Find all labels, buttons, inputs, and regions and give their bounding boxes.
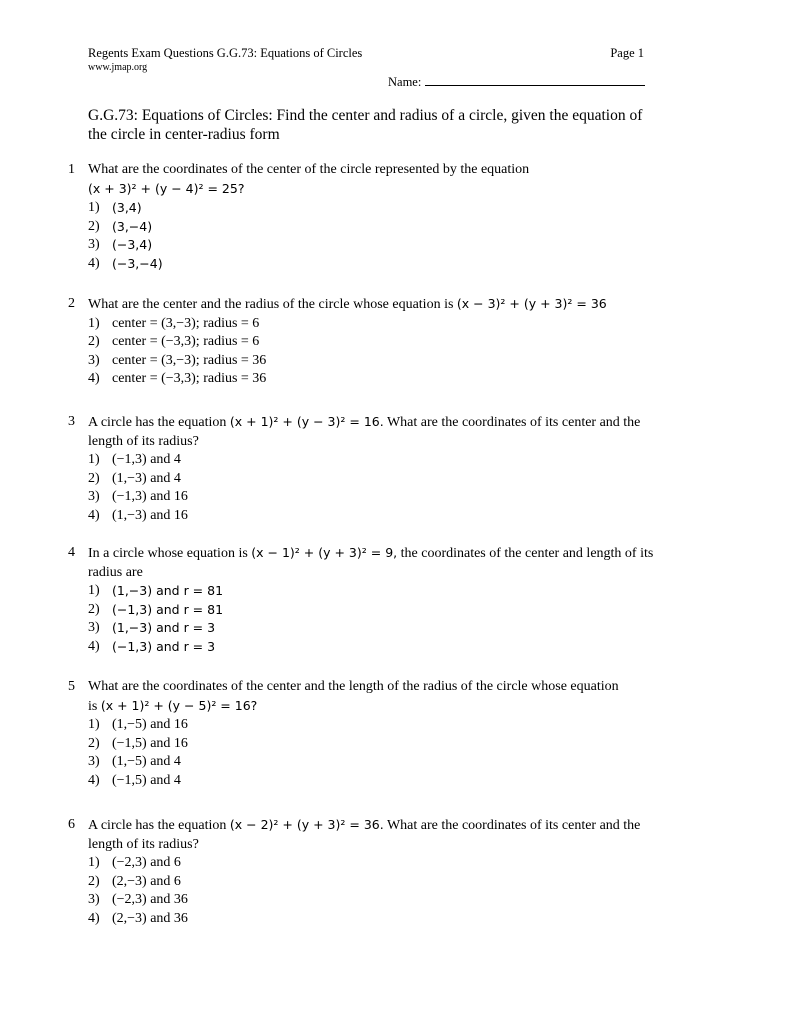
question-1: [68, 161, 668, 274]
option-number: 1): [88, 717, 100, 733]
option-text: (3,4): [112, 200, 142, 216]
option-number: 3): [88, 489, 100, 505]
option: [88, 638, 668, 657]
option-text: center = (−3,3); radius = 36: [112, 371, 267, 387]
option-text: (1,−5) and 16: [112, 717, 188, 733]
equation: (x − 3)² + (y + 3)² = 36: [456, 296, 607, 311]
stem-text: the coordinates of the center and length of its radius are: [88, 546, 654, 580]
option-number: 2): [88, 735, 100, 751]
option-number: 4): [88, 638, 100, 654]
option-text: (−1,5) and 4: [112, 772, 181, 788]
stem-text: In a circle whose equation is: [88, 546, 248, 561]
question-stem: [88, 295, 668, 315]
option: [88, 507, 668, 526]
option: [88, 218, 668, 237]
option-number: 2): [88, 873, 100, 889]
question-stem: [88, 413, 668, 451]
option: [88, 910, 668, 929]
option: [88, 488, 668, 507]
option-number: 1): [88, 315, 100, 331]
equation: (x + 3)² + (y − 4)² = 25?: [88, 180, 245, 196]
option-number: 4): [88, 255, 100, 271]
option: [88, 753, 668, 772]
option-number: 3): [88, 754, 100, 770]
option: [88, 315, 668, 334]
question-stem: [88, 678, 628, 716]
equation: (x − 1)² + (y + 3)² = 9,: [251, 545, 398, 560]
option-number: 3): [88, 620, 100, 636]
stem-text: What are the coordinates of its center and the length of its radius?: [88, 415, 641, 449]
question-number: 6: [68, 817, 75, 832]
name-label: Name:: [388, 75, 422, 89]
option-number: 1): [88, 855, 100, 871]
option: [88, 255, 668, 274]
question-stem: [88, 816, 668, 854]
equation: (x − 2)² + (y + 3)² = 36.: [229, 817, 384, 832]
option-number: 3): [88, 892, 100, 908]
question-number: 5: [68, 679, 75, 694]
question-4: [68, 544, 668, 657]
option: [88, 199, 668, 218]
option: [88, 873, 668, 892]
equation: (x + 1)² + (y − 5)² = 16?: [100, 697, 258, 713]
option-text: (−2,3) and 36: [112, 892, 188, 908]
option: [88, 854, 668, 873]
option: [88, 352, 668, 371]
option: [88, 772, 668, 791]
option-number: 2): [88, 334, 100, 350]
option-number: 3): [88, 237, 100, 253]
stem-text: A circle has the equation: [88, 818, 227, 833]
option: [88, 716, 668, 735]
option-text: (−2,3) and 6: [112, 855, 181, 871]
option: [88, 451, 668, 470]
option-number: 4): [88, 507, 100, 523]
option: [88, 370, 668, 389]
option-text: (1,−3) and 16: [112, 507, 188, 523]
question-number: 2: [68, 296, 75, 311]
page-number: Page 1: [610, 46, 644, 60]
question-6: [68, 816, 668, 929]
stem-text: What are the coordinates of the center and the length of the radius of the circle whose equation is: [88, 679, 619, 714]
name-field: [388, 73, 645, 90]
option-text: (1,−3) and r = 3: [112, 620, 216, 636]
stem-text: What are the center and the radius of the circle whose equation is: [88, 297, 454, 312]
option-text: (2,−3) and 36: [112, 910, 188, 926]
stem-text: What are the coordinates of the center of the circle represented by the equation: [88, 162, 530, 177]
name-blank-line: [425, 73, 645, 86]
option-text: (−1,5) and 16: [112, 735, 188, 751]
question-stem: [88, 161, 668, 199]
equation: (x + 1)² + (y − 3)² = 16.: [229, 414, 384, 429]
question-number: 4: [68, 545, 75, 560]
option-text: center = (3,−3); radius = 36: [112, 352, 267, 368]
option-text: (−1,3) and 16: [112, 489, 188, 505]
option-number: 4): [88, 910, 100, 926]
question-3: [68, 413, 668, 526]
question-2: [68, 295, 668, 389]
stem-text: A circle has the equation: [88, 415, 227, 430]
option-text: (−3,−4): [112, 255, 163, 271]
site-url: www.jmap.org: [88, 62, 148, 73]
option-number: 3): [88, 352, 100, 368]
question-stem: [88, 544, 668, 582]
option: [88, 619, 668, 638]
option-text: (−3,4): [112, 237, 153, 253]
option: [88, 582, 668, 601]
option-text: (−1,3) and r = 3: [112, 638, 216, 654]
option: [88, 470, 668, 489]
question-number: 3: [68, 414, 75, 429]
option-text: (1,−3) and 4: [112, 470, 181, 486]
option-text: center = (−3,3); radius = 6: [112, 334, 260, 350]
option: [88, 891, 668, 910]
option-number: 1): [88, 200, 100, 216]
option: [88, 735, 668, 754]
option: [88, 601, 668, 620]
option: [88, 333, 668, 352]
option-text: (−1,3) and r = 81: [112, 601, 224, 617]
question-5: [68, 678, 668, 791]
option: [88, 236, 668, 255]
worksheet-heading: G.G.73: Equations of Circles: Find the center and radius of a circle, given the equation of the circle in center-radius form: [88, 107, 643, 143]
option-text: (−1,3) and 4: [112, 452, 181, 468]
stem-text: What are the coordinates of its center and the length of its radius?: [88, 818, 641, 852]
option-number: 4): [88, 371, 100, 387]
option-text: (3,−4): [112, 218, 153, 234]
option-text: (2,−3) and 6: [112, 873, 181, 889]
option-number: 1): [88, 452, 100, 468]
option-number: 4): [88, 772, 100, 788]
option-number: 1): [88, 583, 100, 599]
option-text: (1,−3) and r = 81: [112, 583, 224, 599]
header-title: Regents Exam Questions G.G.73: Equations of Circles: [88, 46, 363, 60]
option-text: (1,−5) and 4: [112, 754, 181, 770]
option-number: 2): [88, 601, 100, 617]
question-number: 1: [68, 162, 75, 177]
option-text: center = (3,−3); radius = 6: [112, 315, 260, 331]
option-number: 2): [88, 470, 100, 486]
option-number: 2): [88, 218, 100, 234]
